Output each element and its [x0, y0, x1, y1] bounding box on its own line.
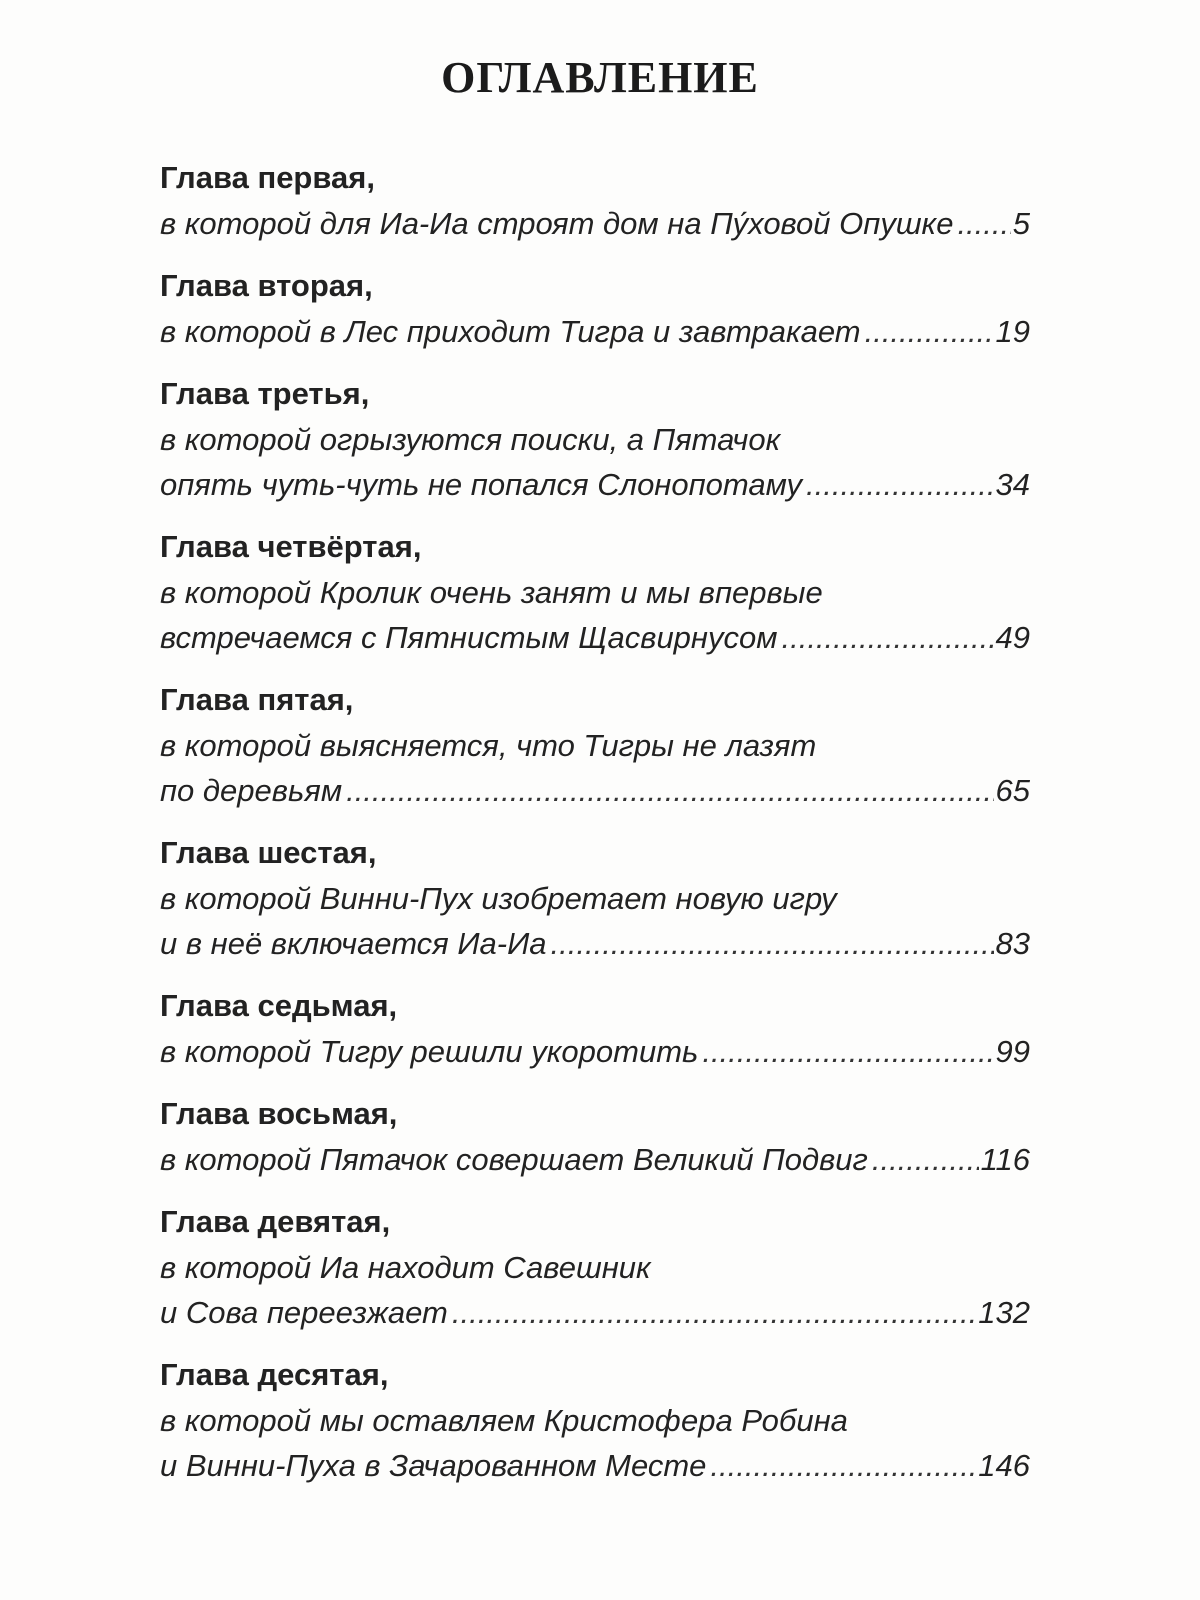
chapter-heading: Глава девятая,: [160, 1204, 391, 1239]
chapter-heading: Глава седьмая,: [160, 988, 398, 1023]
chapter-subtitle-line: в которой мы оставляем Кристофера Робина: [160, 1403, 848, 1438]
dot-leader: [346, 768, 993, 813]
chapter-subtitle-line: [160, 201, 1030, 246]
chapter-subtitle-line: в которой Кролик очень занят и мы впервые: [160, 575, 823, 610]
dot-leader: [872, 1137, 979, 1182]
chapter-subtitle: в которой Пятачок совершает Великий Подвиг: [160, 1142, 868, 1177]
chapter-heading: Глава первая,: [160, 160, 375, 195]
page-title: ОГЛАВЛЕНИЕ: [441, 53, 759, 102]
chapter-subtitle-line: [160, 1029, 1030, 1074]
dot-leader: [806, 462, 993, 507]
dot-leader: [957, 201, 1010, 246]
chapter-heading: Глава десятая,: [160, 1357, 389, 1392]
chapter-subtitle: в которой в Лес приходит Тигра и завтракает: [160, 314, 861, 349]
chapter-subtitle: и Винни-Пуха в Зачарованном Месте: [160, 1448, 707, 1483]
chapter-subtitle-line: [160, 1290, 1030, 1335]
chapter-subtitle: и в неё включается Иа-Иа: [160, 926, 547, 961]
dot-leader: [452, 1290, 976, 1335]
chapter-subtitle: и Сова переезжает: [160, 1295, 448, 1330]
chapter-subtitle-line: в которой Винни-Пух изобретает новую игру: [160, 881, 837, 916]
chapter-heading: Глава шестая,: [160, 835, 377, 870]
toc-entry: [160, 1091, 1030, 1182]
page-number: 83: [995, 926, 1030, 961]
chapter-heading: Глава третья,: [160, 376, 370, 411]
chapter-subtitle-line: [160, 309, 1030, 354]
chapter-subtitle: встречаемся с Пятнистым Щасвирнусом: [160, 620, 778, 655]
dot-leader: [710, 1443, 976, 1488]
chapter-subtitle: опять чуть-чуть не попался Слонопотаму: [160, 467, 803, 502]
dot-leader: [781, 615, 993, 660]
toc-entry: [160, 983, 1030, 1074]
chapter-subtitle-line: в которой выясняется, что Тигры не лазят: [160, 728, 817, 763]
toc-entry: [160, 524, 1030, 660]
toc-entry: [160, 677, 1030, 813]
chapter-subtitle-line: [160, 768, 1030, 813]
chapter-subtitle-line: [160, 1443, 1030, 1488]
dot-leader: [551, 921, 994, 966]
chapter-subtitle: в которой для Иа-Иа строят дом на Пу́ховой Опушке: [160, 206, 954, 241]
dot-leader: [865, 309, 994, 354]
table-of-contents: [160, 155, 1030, 1505]
toc-entry: [160, 155, 1030, 246]
toc-entry: [160, 263, 1030, 354]
page-number: 99: [995, 1034, 1030, 1069]
chapter-subtitle-line: [160, 1137, 1030, 1182]
page-number: 5: [1012, 206, 1030, 241]
chapter-subtitle: в которой Тигру решили укоротить: [160, 1034, 699, 1069]
chapter-heading: Глава четвёртая,: [160, 529, 422, 564]
page-number: 19: [995, 314, 1030, 349]
page-number: 132: [978, 1295, 1030, 1330]
dot-leader: [702, 1029, 993, 1074]
page-number: 146: [978, 1448, 1030, 1483]
chapter-subtitle-line: [160, 921, 1030, 966]
toc-entry: [160, 1352, 1030, 1488]
chapter-heading: Глава восьмая,: [160, 1096, 398, 1131]
toc-entry: [160, 371, 1030, 507]
chapter-subtitle-line: [160, 462, 1030, 507]
page-number: 116: [980, 1142, 1030, 1177]
chapter-subtitle-line: в которой огрызуются поиски, а Пятачок: [160, 422, 781, 457]
chapter-subtitle-line: в которой Иа находит Савешник: [160, 1250, 651, 1285]
chapter-heading: Глава пятая,: [160, 682, 354, 717]
page-number: 65: [995, 773, 1030, 808]
chapter-heading: Глава вторая,: [160, 268, 373, 303]
toc-entry: [160, 1199, 1030, 1335]
page-number: 34: [995, 467, 1030, 502]
page-number: 49: [995, 620, 1030, 655]
toc-entry: [160, 830, 1030, 966]
chapter-subtitle: по деревьям: [160, 773, 343, 808]
chapter-subtitle-line: [160, 615, 1030, 660]
